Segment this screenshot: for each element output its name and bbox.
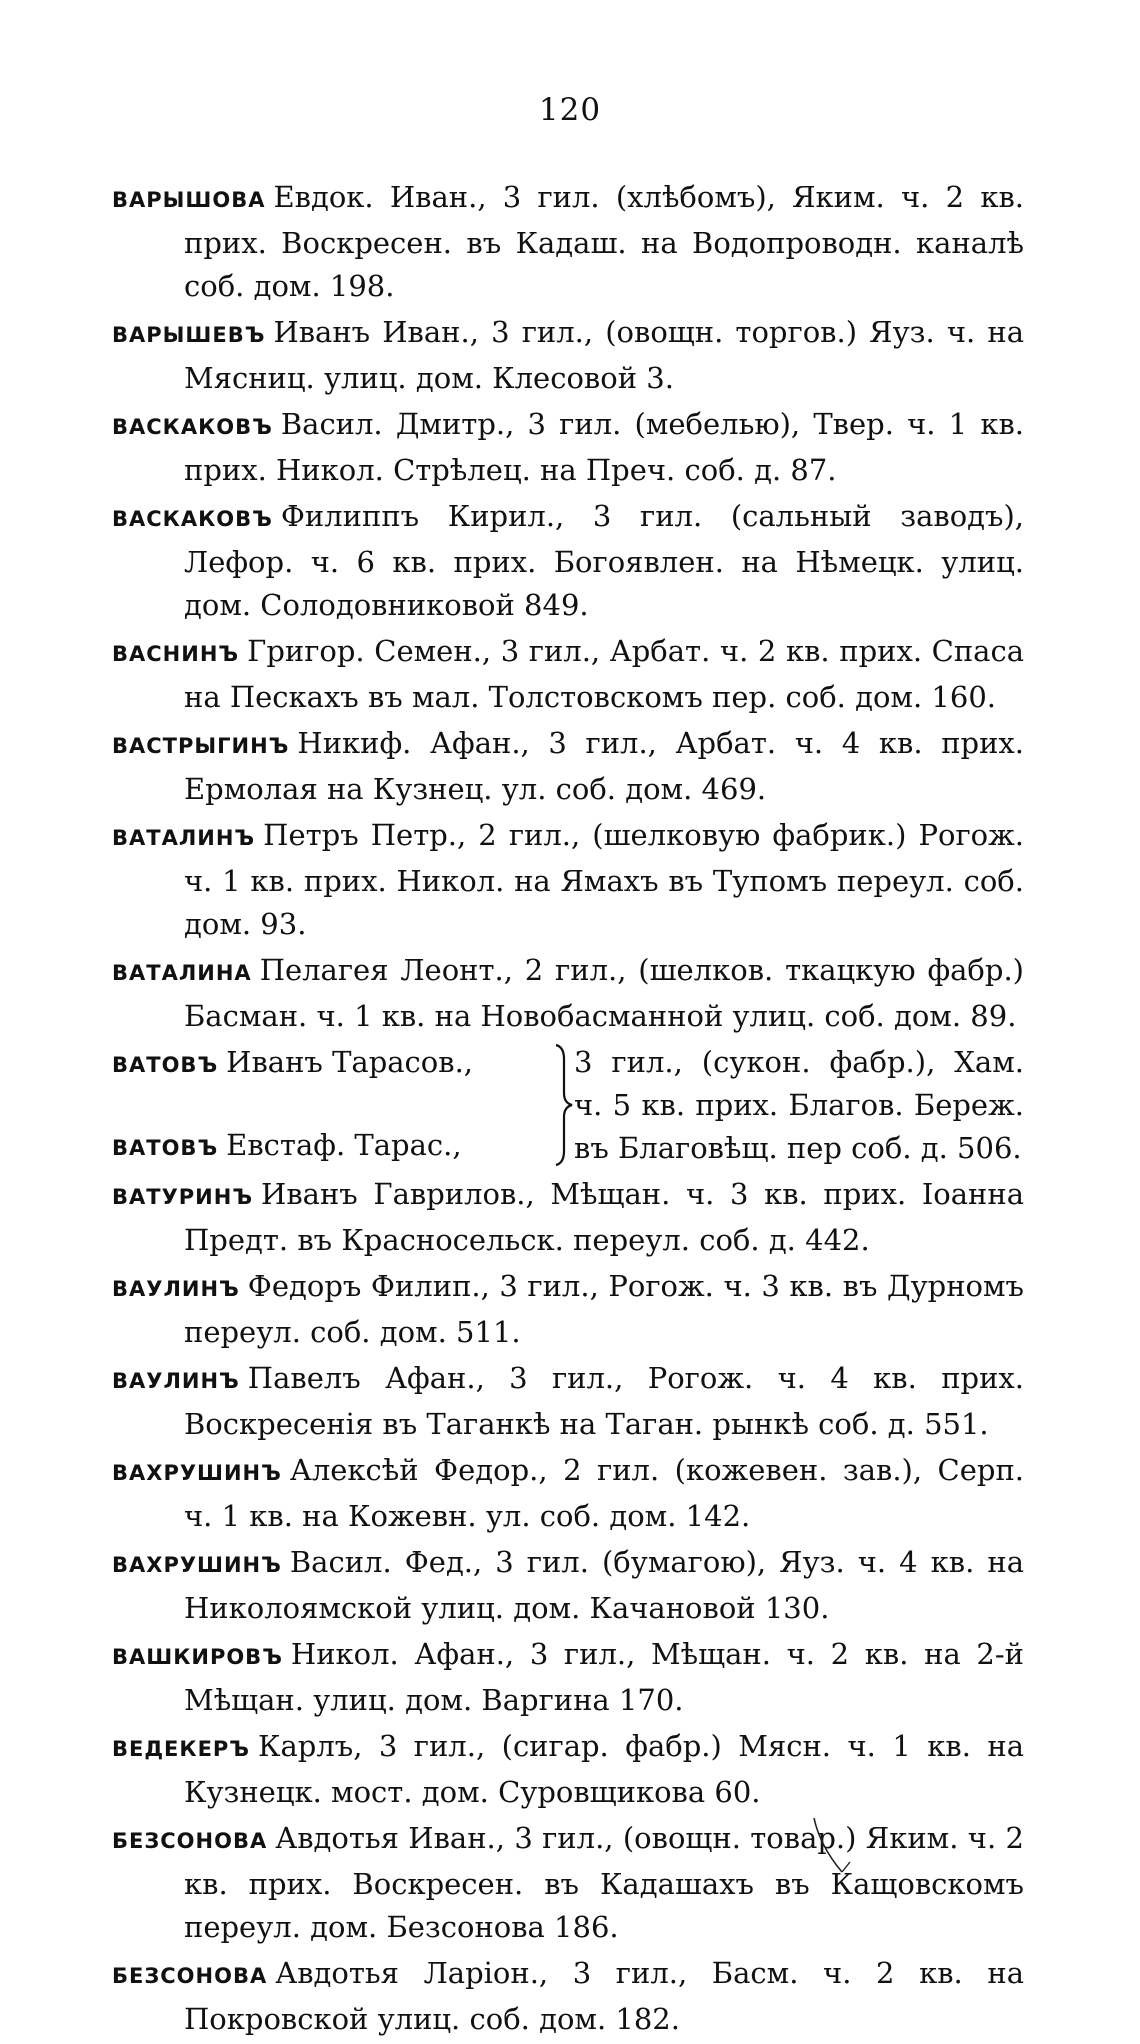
directory-entry (112, 1449, 1024, 1538)
directory-entry (112, 1357, 1024, 1446)
group-text-line: въ Благовѣщ. пер соб. д. 506. (574, 1131, 1022, 1165)
directory-entry (112, 403, 1024, 492)
directory-entry (112, 1173, 1024, 1262)
group-name-line (112, 1041, 552, 1087)
entry-text: Васил. Фед., 3 гил. (бумагою), Яуз. ч. 4 кв. на Николоямской улиц. дом. Качановой 130. (184, 1545, 1024, 1625)
curly-brace-icon (552, 1041, 574, 1170)
entry-text: Евстаф. Тарас., (226, 1128, 462, 1162)
entry-text: Никиф. Афан., 3 гил., Арбат. ч. 4 кв. прих. Ермолая на Кузнец. ул. соб. дом. 469. (184, 726, 1024, 806)
entry-surname: ВАСТРЫГИНЪ (112, 734, 290, 758)
entry-text: Никол. Афан., 3 гил., Мѣщан. ч. 2 кв. на 2-й Мѣщан. улиц. дом. Варгина 170. (184, 1637, 1024, 1717)
directory-entry (112, 1725, 1024, 1814)
directory-entry (112, 311, 1024, 400)
directory-entry (112, 1265, 1024, 1354)
entry-surname: ВАУЛИНЪ (112, 1277, 240, 1301)
entry-text: Петръ Петр., 2 гил., (шелковую фабрик.) Рогож. ч. 1 кв. прих. Никол. на Ямахъ въ Тупомъ переул. соб. дом. 93. (184, 818, 1024, 941)
braced-entry-group (112, 1041, 1024, 1170)
entry-text: Иванъ Гаврилов., Мѣщан. ч. 3 кв. прих. Іоанна Предт. въ Красносельск. переул. соб. д. 442. (184, 1177, 1024, 1257)
pen-stroke-mark (812, 1816, 852, 1876)
directory-entry (112, 176, 1024, 308)
entry-surname: ВАСНИНЪ (112, 642, 240, 666)
entry-text: Иванъ Иван., 3 гил., (овощн. торгов.) Яуз. ч. на Мясниц. улиц. дом. Клесовой 3. (184, 315, 1024, 395)
directory-entry (112, 1817, 1024, 1949)
entry-surname: БЕЗСОНОВА (112, 1829, 268, 1853)
entry-surname: ВАТУРИНЪ (112, 1185, 254, 1209)
entry-surname: ВАХРУШИНЪ (112, 1461, 282, 1485)
group-text-line: ч. 5 кв. прих. Благов. Береж. (574, 1088, 1024, 1122)
group-names (112, 1041, 552, 1170)
entry-surname: ВАТОВЪ (112, 1136, 219, 1160)
directory-entry (112, 722, 1024, 811)
group-shared-text (574, 1041, 1024, 1170)
directory-entry (112, 495, 1024, 627)
directory-entry (112, 949, 1024, 1038)
directory-entry (112, 1633, 1024, 1722)
entry-text: Григор. Семен., 3 гил., Арбат. ч. 2 кв. прих. Спаса на Пескахъ въ мал. Толстовскомъ пер. соб. дом. 160. (184, 634, 1024, 714)
directory-entries (112, 176, 1024, 2044)
entry-text: Алексѣй Федор., 2 гил. (кожевен. зав.), Серп. ч. 1 кв. на Кожевн. ул. соб. дом. 142. (184, 1453, 1024, 1533)
entry-text: Павелъ Афан., 3 гил., Рогож. ч. 4 кв. прих. Воскресенія въ Таганкѣ на Таган. рынкѣ соб. д. 551. (184, 1361, 1024, 1441)
entry-text: Евдок. Иван., 3 гил. (хлѣбомъ), Яким. ч. 2 кв. прих. Воскресен. въ Кадаш. на Водопроводн. каналѣ соб. дом. 198. (184, 180, 1024, 303)
entry-text: Пелагея Леонт., 2 гил., (шелков. ткацкую фабр.) Басман. ч. 1 кв. на Новобасманной улиц. соб. дом. 89. (184, 953, 1024, 1033)
entry-text: Васил. Дмитр., 3 гил. (мебелью), Твер. ч. 1 кв. прих. Никол. Стрѣлец. на Преч. соб. д. 87. (184, 407, 1024, 487)
directory-entry (112, 1952, 1024, 2041)
entry-surname: БЕЗСОНОВА (112, 1964, 268, 1988)
directory-entry (112, 630, 1024, 719)
group-name-line (112, 1124, 552, 1170)
group-text-line: 3 гил., (сукон. фабр.), Хам. (574, 1045, 1024, 1079)
entry-text: Филиппъ Кирил., 3 гил. (сальный заводъ), Лефор. ч. 6 кв. прих. Богоявлен. на Нѣмецк. улиц. дом. Солодовниковой 849. (184, 499, 1024, 622)
entry-surname: ВАУЛИНЪ (112, 1369, 240, 1393)
entry-surname: ВАСКАКОВЪ (112, 415, 273, 439)
entry-surname: ВЕДЕКЕРЪ (112, 1737, 251, 1761)
entry-surname: ВАСКАКОВЪ (112, 507, 273, 531)
entry-text: Авдотья Ларіон., 3 гил., Басм. ч. 2 кв. на Покровской улиц. соб. дом. 182. (184, 1956, 1024, 2036)
entry-text: Иванъ Тарасов., (226, 1045, 474, 1079)
entry-surname: ВАТАЛИНЪ (112, 826, 256, 850)
entry-text: Авдотья Иван., 3 гил., (овощн. товар.) Яким. ч. 2 кв. прих. Воскресен. въ Кадашахъ въ Кащовскомъ переул. дом. Безсонова 186. (184, 1821, 1024, 1944)
directory-entry (112, 814, 1024, 946)
entry-surname: ВАШКИРОВЪ (112, 1645, 283, 1669)
entry-surname: ВАТАЛИНА (112, 961, 252, 985)
entry-surname: ВАХРУШИНЪ (112, 1553, 282, 1577)
entry-surname: ВАРЫШОВА (112, 188, 266, 212)
entry-surname: ВАТОВЪ (112, 1053, 219, 1077)
entry-surname: ВАРЫШЕВЪ (112, 323, 266, 347)
entry-text: Федоръ Филип., 3 гил., Рогож. ч. 3 кв. въ Дурномъ переул. соб. дом. 511. (184, 1269, 1024, 1349)
entry-text: Карлъ, 3 гил., (сигар. фабр.) Мясн. ч. 1 кв. на Кузнецк. мост. дом. Суровщикова 60. (184, 1729, 1024, 1809)
page-number: 120 (538, 92, 602, 128)
directory-entry (112, 1541, 1024, 1630)
